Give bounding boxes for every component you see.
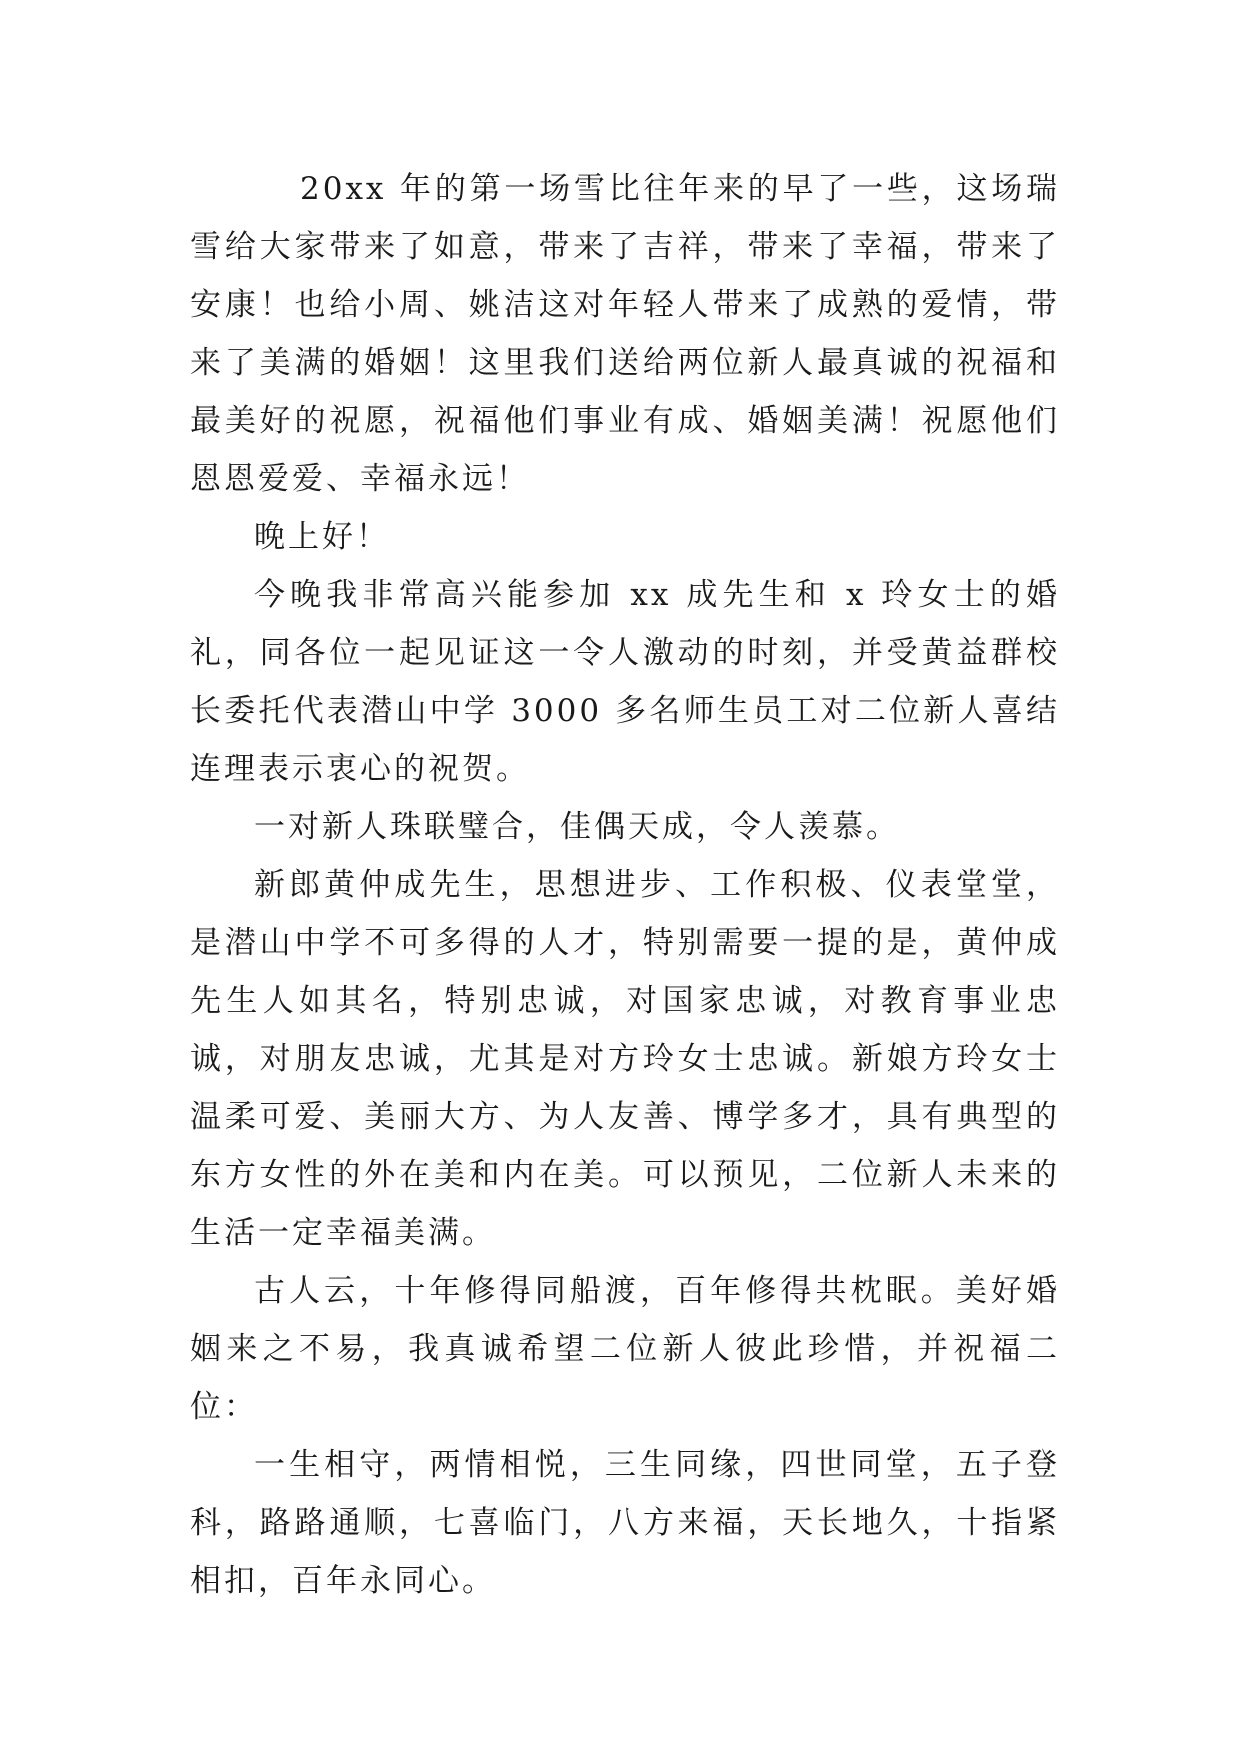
paragraph-blessing: 一生相守，两情相悦，三生同缘，四世同堂，五子登科，路路通顺，七喜临门，八方来福，天长地久，十指紧相扣，百年永同心。 [190,1447,1060,1599]
paragraph-groom-bride: 新郎黄仲成先生，思想进步、工作积极、仪表堂堂，是潜山中学不可多得的人才，特别需要一提的是，黄仲成先生人如其名，特别忠诚，对国家忠诚，对教育事业忠诚，对朋友忠诚，尤其是对方玲女士忠诚。新娘方玲女士温柔可爱、美丽大方、为人友善、博学多才，具有典型的东方女性的外在美和内在美。可以预见，二位新人未来的生活一定幸福美满。 [190,867,1060,1251]
paragraph-greeting: 晚上好！ [254,519,390,555]
paragraph-couple: 一对新人珠联璧合，佳偶天成，令人羡慕。 [254,809,900,845]
document-body [190,160,1060,1610]
paragraph-intro: 20xx 年的第一场雪比往年来的早了一些，这场瑞雪给大家带来了如意，带来了吉祥，带来了幸福，带来了安康！也给小周、姚洁这对年轻人带来了成熟的爱情，带来了美满的婚姻！这里我们送给两位新人最真诚的祝福和最美好的祝愿，祝福他们事业有成、婚姻美满！祝愿他们恩恩爱爱、幸福永远！ [190,171,1060,497]
paragraph-congratulation: 今晚我非常高兴能参加 xx 成先生和 x 玲女士的婚礼，同各位一起见证这一令人激动的时刻，并受黄益群校长委托代表潜山中学 3000 多名师生员工对二位新人喜结连理表示衷心的祝贺。 [190,577,1060,787]
paragraph-proverb: 古人云，十年修得同船渡，百年修得共枕眠。美好婚姻来之不易，我真诚希望二位新人彼此珍惜，并祝福二位： [190,1273,1060,1425]
